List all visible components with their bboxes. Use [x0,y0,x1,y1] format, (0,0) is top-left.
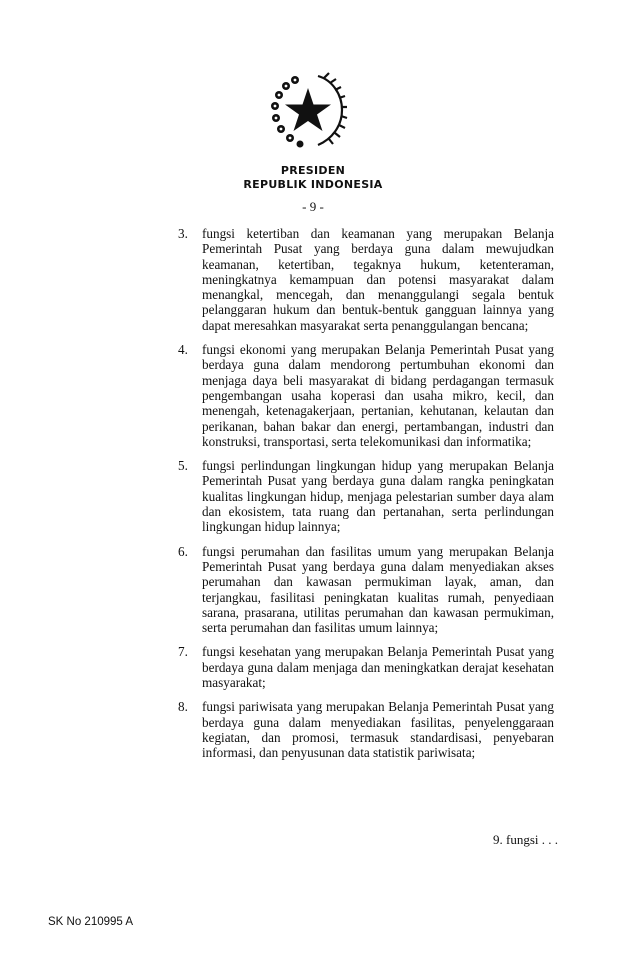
function-list [178,226,554,770]
document-code: SK No 210995 A [48,916,134,928]
header-republic: REPUBLIK INDONESIA [243,178,383,191]
item-number: 8. [178,699,188,715]
continuation-marker: 9. fungsi . . . [493,832,558,847]
list-item [178,544,554,636]
item-number: 5. [178,458,188,474]
item-text: fungsi ekonomi yang merupakan Belanja Pemerintah Pusat yang berdaya guna dalam mendorong pertumbuhan ekonomi dan menjaga daya beli masyarakat di bidang perdagangan termasuk pengembangan usaha koperasi dan usaha mikro, kecil, dan menengah, ketenagakerjaan, pertanian, kehutanan, kelautan dan perikanan, bahan bakar dan energi, pertambangan, industri dan konstruksi, transportasi, serta telekomunikasi dan informatika; [202,342,554,449]
item-text: fungsi kesehatan yang merupakan Belanja Pemerintah Pusat yang berdaya guna dalam menjaga dan meningkatkan derajat kesehatan masyarakat; [202,644,554,691]
item-number: 6. [178,543,188,559]
item-number: 4. [178,342,188,358]
item-text: fungsi perumahan dan fasilitas umum yang merupakan Belanja Pemerintah Pusat yang berdaya guna dalam menyediakan akses perumahan dan kawasan permukiman layak, aman, dan terjangkau, fasilitasi peningkatan kualitas rumah, penyediaan sarana, prasarana, utilitas perumahan dan kawasan permukiman, serta perumahan dan fasilitas umum lainnya; [202,543,554,636]
list-item [178,458,554,534]
header-president: PRESIDEN [280,164,346,177]
item-text: fungsi perlindungan lingkungan hidup yang merupakan Belanja Pemerintah Pusat yang berdaya guna dalam rangka peningkatan kualitas lingkungan hidup, menjaga pelestarian sumber daya alam dan ekosistem, tata ruang dan pertanahan, serta perlindungan lingkungan hidup lainnya; [202,458,554,535]
item-number: 7. [178,644,188,660]
list-item [178,699,554,760]
garuda-star-emblem [262,66,354,156]
page-number: - 9 - [302,199,324,214]
list-item [178,226,554,333]
list-item [178,342,554,449]
list-item [178,644,554,690]
item-text: fungsi pariwisata yang merupakan Belanja Pemerintah Pusat yang berdaya guna dalam menyediakan fasilitas, penyelenggaraan kegiatan, dan promosi, termasuk standardisasi, penyebaran informasi, dan penyusunan data statistik pariwisata; [202,699,554,761]
item-number: 3. [178,226,188,241]
item-text: fungsi ketertiban dan keamanan yang merupakan Belanja Pemerintah Pusat yang berdaya guna dalam mewujudkan keamanan, ketertiban, tegaknya hukum, ketenteraman, meningkatnya kemampuan dan potensi masyarakat dalam menangkal, mencegah, dan menanggulangi segala bentuk pelanggaran hukum dan bentuk-bentuk gangguan lainnya yang dapat meresahkan masyarakat serta penanggulangan bencana; [202,226,554,333]
